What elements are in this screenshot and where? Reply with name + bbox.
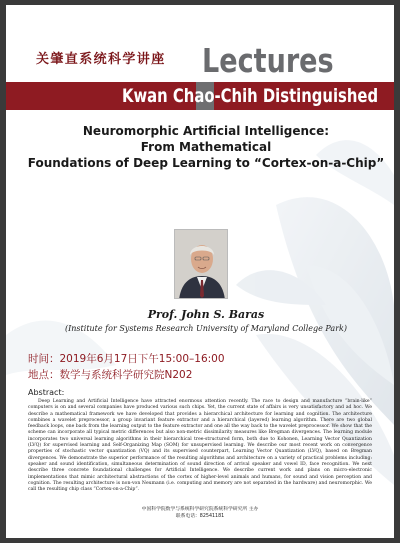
speaker-portrait xyxy=(174,229,228,299)
abstract-body: Deep Learning and Artificial Intelligence have attracted enormous attention recently. The race to design and manufacture “brain-like” computers is on and several companies have produced various such chips. Yet, the current state of affairs is very unsatisfactory and ad hoc. We describe a mathematical framework we have developed that provides a hierarchical architecture for learning and cognition. The architecture combines a wavelet preprocessor, a group invariant feature extractor and a hierarchical (layered) learning algorithm. There are two global feedback loops, one back from the learning output to the feature extractor and one all the way back to the wavelet preprocessor. We show that the scheme can incorporate all typical metric differences but also non-metric dissimilarity measures like Bregman divergences. The learning module incorporates two universal learning algorithms in their hierarchical tree-structured form, both due to Kohonen, Learning Vector Quantization (LVQ) for supervised learning and Self-Organizing Map (SOM) for unsupervised learning. We describe our most recent work on convergence properties of stochastic vector quantization (VQ) and its supervised counterpart, Learning Vector Quantization (LVQ), based on Bregman divergences. We demonstrate the superior performance of the resulting algorithms and architecture on a variety of practical problems including: speaker and sound identification, simultaneous determination of sound direction of arrival speaker and vowel ID, face recognition. We next describe three concrete foundational challenges for Artificial Intelligence. We describe current work and plans on micro-electronic implementations that mimic architectural abstractions of the cortex of higher-level animals and humans, for sound and vision perception and cognition. The resulting architecture is non-von Neumann (i.e. computing and memory are not separated in the hardware) and neuromorphic. We call the resulting chip class “Cortex-on-a-Chip”. xyxy=(28,399,372,493)
footer xyxy=(6,506,394,520)
footer-contact: 联系电话：82541181 xyxy=(175,514,225,519)
chinese-series-title: 关肇直系统科学讲座 xyxy=(36,52,166,67)
talk-title xyxy=(26,123,386,171)
talk-title-line-1: Neuromorphic Artificial Intelligence: xyxy=(82,124,330,138)
footer-organizer: 中国科学院数学与系统科学研究院系统科学研究所 主办 xyxy=(141,507,259,512)
talk-title-line-3: Foundations of Deep Learning to “Cortex-on-a-Chip” xyxy=(27,156,385,170)
event-time: 时间：2019年6月17日下午15:00–16:00 xyxy=(28,353,225,365)
speaker-affiliation: (Institute for Systems Research University of Maryland College Park) xyxy=(65,324,347,333)
poster xyxy=(6,5,394,538)
event-location: 地点：数学与系统科学研究院N202 xyxy=(28,369,193,381)
series-name: Kwan Chao-Chih Distinguished xyxy=(122,85,379,107)
speaker-photo-graphic xyxy=(175,230,228,299)
talk-title-line-2: From Mathematical xyxy=(140,140,272,154)
speaker-name: Prof. John S. Baras xyxy=(147,308,265,321)
abstract-heading: Abstract: xyxy=(28,388,65,397)
lectures-heading: Lectures xyxy=(202,41,334,80)
